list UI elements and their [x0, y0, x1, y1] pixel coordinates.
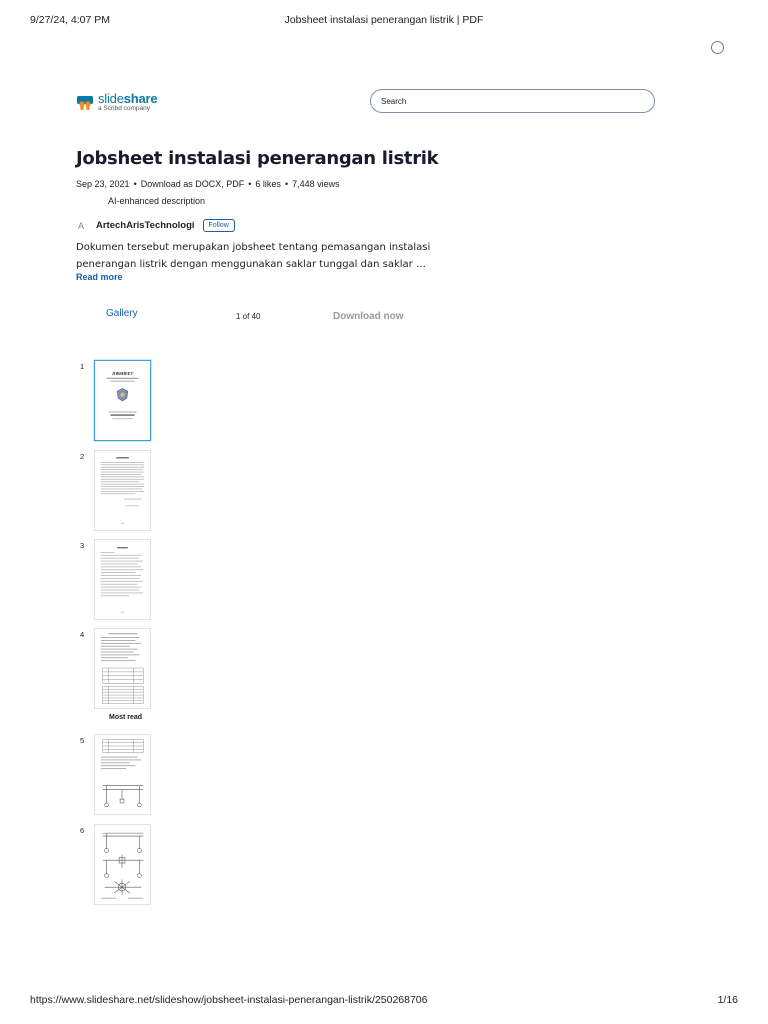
document-description — [76, 239, 431, 273]
slideshare-logo-icon — [76, 93, 94, 111]
thumbnail-number: 4 — [80, 630, 85, 639]
avatar: A — [78, 220, 85, 231]
print-header-title: Jobsheet instalasi penerangan listrik | PDF — [284, 14, 484, 26]
thumbnail-text-preview — [95, 451, 150, 530]
views-count: 7,448 views — [292, 179, 340, 189]
document-date: Sep 23, 2021 — [76, 179, 130, 189]
thumbnail-text-preview — [95, 540, 150, 619]
thumbnail-number: 1 — [80, 362, 85, 371]
likes-count: 6 likes — [255, 179, 281, 189]
thumbnail-page-1[interactable] — [94, 360, 151, 441]
slideshare-logo[interactable] — [76, 90, 157, 114]
logo-wordmark: slideshare — [98, 90, 158, 106]
thumbnail-cover-preview — [95, 361, 150, 440]
thumbnail-page-2[interactable] — [94, 450, 151, 531]
thumbnail-diagram-preview — [95, 825, 150, 904]
tab-gallery[interactable]: Gallery — [106, 308, 138, 319]
download-now-button[interactable]: Download now — [333, 311, 404, 322]
page-count: 1 of 40 — [236, 312, 261, 321]
author-row — [78, 219, 235, 232]
thumbnail-number: 3 — [80, 541, 85, 550]
most-read-label: Most read — [109, 714, 143, 721]
print-footer-url: https://www.slideshare.net/slideshow/jobsheet-instalasi-penerangan-listrik/250268706 — [30, 994, 428, 1006]
thumbnail-page-5[interactable] — [94, 734, 151, 815]
thumbnail-number: 6 — [80, 826, 85, 835]
logo-text — [98, 92, 157, 113]
thumbnail-page-3[interactable] — [94, 539, 151, 620]
thumbnail-diagram-preview — [95, 735, 150, 814]
read-more-link[interactable]: Read more — [76, 272, 123, 282]
author-name[interactable]: ArtechArisTechnologi — [96, 220, 195, 231]
thumbnail-number: 5 — [80, 736, 85, 745]
search-input[interactable] — [370, 89, 655, 113]
logo-subtitle: a Scribd company — [98, 104, 151, 112]
description-line: penerangan listrik dengan menggunakan saklar tunggal dan saklar … — [76, 259, 426, 270]
print-footer-page: 1/16 — [717, 994, 738, 1006]
document-meta: Sep 23, 2021 • Download as DOCX, PDF • 6 likes • 7,448 views — [76, 179, 340, 189]
ai-description-label: AI-enhanced description — [108, 196, 206, 206]
cover-title: JOBSHEET — [111, 370, 134, 376]
thumbnail-page-4[interactable] — [94, 628, 151, 709]
page-title: Jobsheet instalasi penerangan listrik — [76, 148, 439, 169]
description-line: Dokumen tersebut merupakan jobsheet tentang pemasangan instalasi — [76, 242, 431, 253]
thumbnail-page-6[interactable] — [94, 824, 151, 905]
thumbnail-table-preview — [95, 629, 150, 708]
download-formats[interactable]: Download as DOCX, PDF — [140, 179, 245, 189]
thumbnail-number: 2 — [80, 452, 85, 461]
follow-button[interactable]: Follow — [203, 219, 235, 232]
print-header-datetime: 9/27/24, 4:07 PM — [30, 14, 110, 26]
circle-icon[interactable] — [711, 41, 724, 54]
